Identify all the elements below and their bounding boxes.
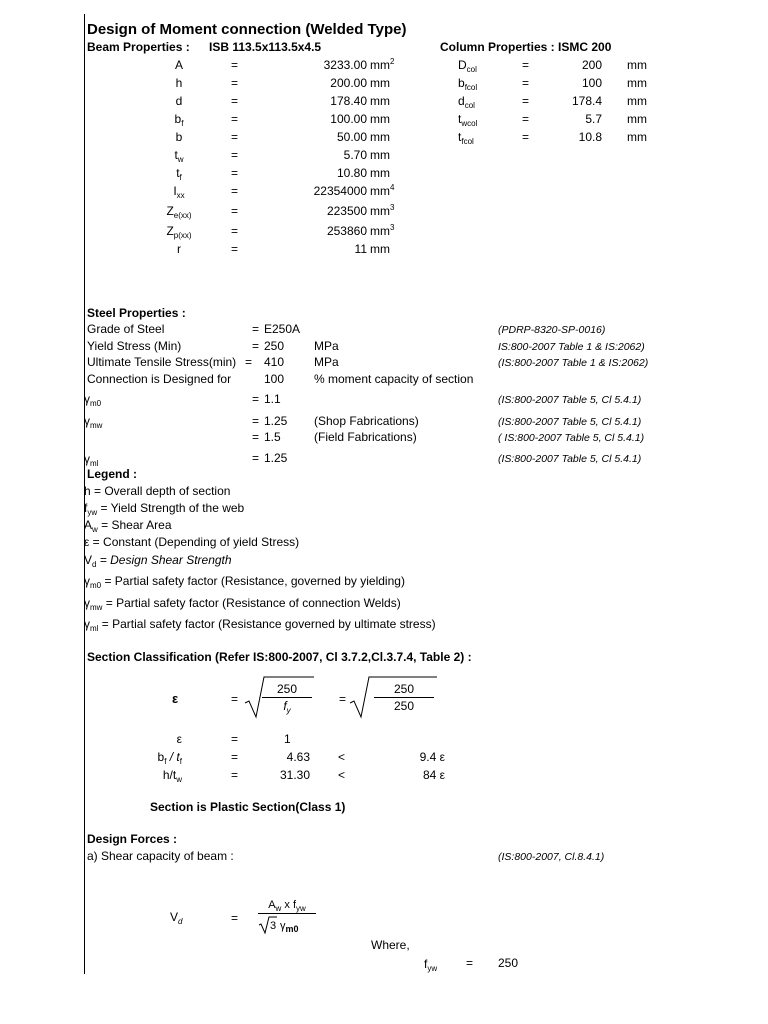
gamma-mw-field-note: (Field Fabrications) bbox=[314, 430, 417, 444]
class-row-epsilon-lhs: ε bbox=[176, 732, 182, 746]
uts-label: Ultimate Tensile Stress(min) bbox=[87, 355, 237, 369]
vd-numerator: $A_w$ x $f_{yw}$ bbox=[268, 899, 306, 913]
epsilon-eq-2: = bbox=[339, 692, 347, 706]
sqrt2-denominator: 250 bbox=[393, 699, 415, 713]
beam-row-eq: = bbox=[231, 204, 239, 218]
beam-row-unit: $mm^3$ bbox=[370, 223, 395, 238]
column-row-unit: mm bbox=[627, 112, 647, 126]
beam-row-unit: mm bbox=[370, 94, 390, 108]
beam-row-eq: = bbox=[231, 148, 239, 162]
sqrt1-denominator: $f_y$ bbox=[283, 699, 291, 715]
sqrt2-numerator: 250 bbox=[393, 682, 415, 696]
uts-reference: (IS:800-2007 Table 1 & IS:2062) bbox=[498, 357, 649, 369]
vd-root-value: 3 bbox=[270, 920, 277, 932]
gamma-mw-field-value: 1.5 bbox=[264, 430, 281, 444]
beam-row-eq: = bbox=[231, 184, 239, 198]
beam-row-eq: = bbox=[231, 94, 239, 108]
beam-row-unit: mm bbox=[370, 130, 390, 144]
beam-row-value: 223500 bbox=[326, 204, 367, 218]
yield-reference: IS:800-2007 Table 1 & IS:2062) bbox=[498, 341, 645, 353]
gamma-m0-symbol: $\gamma_{m0}$ bbox=[84, 392, 102, 408]
legend-item-fyw: $f_{yw}$ = Yield Strength of the web bbox=[84, 501, 245, 517]
gamma-ml-reference: (IS:800-2007 Table 5, Cl 5.4.1) bbox=[498, 453, 642, 465]
vd-symbol: $V_d$ bbox=[170, 910, 183, 926]
column-row-value: 100 bbox=[581, 76, 602, 90]
where-label: Where, bbox=[371, 938, 410, 952]
column-row-unit: mm bbox=[627, 130, 647, 144]
beam-row-value: 3233.00 bbox=[323, 58, 367, 72]
beam-row-symbol: $Z_{p(xx)}$ bbox=[166, 224, 192, 240]
beam-row-symbol: $Z_{e(xx)}$ bbox=[166, 204, 192, 220]
gamma-ml-eq: = bbox=[252, 451, 260, 465]
gamma-ml-symbol: $\gamma_{ml}$ bbox=[84, 452, 99, 468]
beam-row-unit: $mm^2$ bbox=[370, 57, 395, 72]
beam-row-eq: = bbox=[231, 242, 239, 256]
column-row-eq: = bbox=[522, 58, 530, 72]
beam-row-symbol: d bbox=[175, 94, 183, 108]
column-row-symbol: $b_{fcol}$ bbox=[458, 76, 478, 92]
class-row-bf-tf-limit: 9.4 ε bbox=[419, 750, 445, 764]
beam-row-eq: = bbox=[231, 224, 239, 238]
column-row-eq: = bbox=[522, 112, 530, 126]
grade-label: Grade of Steel bbox=[87, 322, 165, 336]
beam-row-value: 11 bbox=[354, 242, 367, 256]
column-row-unit: mm bbox=[627, 58, 647, 72]
beam-row-value: 200.00 bbox=[330, 76, 367, 90]
gamma-ml-value: 1.25 bbox=[264, 451, 288, 465]
column-row-unit: mm bbox=[627, 94, 647, 108]
sqrt1-numerator: 250 bbox=[276, 682, 298, 696]
yield-eq: = bbox=[252, 339, 260, 353]
beam-row-value: 10.80 bbox=[336, 166, 367, 180]
classification-heading: Section Classification (Refer IS:800-2007, Cl 3.7.2,Cl.3.7.4, Table 2) : bbox=[87, 650, 472, 664]
beam-row-symbol: $t_f$ bbox=[176, 166, 182, 182]
gamma-m0-value: 1.1 bbox=[264, 392, 281, 406]
uts-value: 410 bbox=[264, 355, 285, 369]
page-title: Design of Moment connection (Welded Type) bbox=[87, 21, 407, 38]
legend-item-gamma-mw: $\gamma_{mw}$ = Partial safety factor (Resistance of connection Welds) bbox=[84, 596, 401, 612]
beam-row-symbol: $I_{xx}$ bbox=[173, 184, 185, 200]
column-properties-heading: Column Properties : ISMC 200 bbox=[440, 40, 612, 54]
class-row-h-tw-eq: = bbox=[231, 768, 239, 782]
shear-capacity-label: a) Shear capacity of beam : bbox=[87, 849, 234, 863]
beam-row-symbol: b bbox=[175, 130, 183, 144]
gamma-mw-shop-reference: (IS:800-2007 Table 5, Cl 5.4.1) bbox=[498, 416, 642, 428]
gamma-mw-shop-note: (Shop Fabrications) bbox=[314, 414, 419, 428]
vd-fraction-bar bbox=[258, 913, 316, 914]
fyw-symbol: $f_{yw}$ bbox=[424, 957, 438, 973]
gamma-m0-reference: (IS:800-2007 Table 5, Cl 5.4.1) bbox=[498, 394, 642, 406]
beam-row-eq: = bbox=[231, 166, 239, 180]
legend-item-gamma-ml: $\gamma_{ml}$ = Partial safety factor (Resistance governed by ultimate stress) bbox=[84, 617, 436, 633]
gamma-mw-shop-value: 1.25 bbox=[264, 414, 288, 428]
class-row-bf-tf-value: 4.63 bbox=[286, 750, 310, 764]
legend-item-h: h = Overall depth of section bbox=[84, 484, 231, 498]
column-row-symbol: $t_{wcol}$ bbox=[458, 112, 478, 128]
legend-item-gamma-m0: $\gamma_{m0}$ = Partial safety factor (Resistance, governed by yielding) bbox=[84, 574, 405, 590]
column-row-unit: mm bbox=[627, 76, 647, 90]
beam-row-eq: = bbox=[231, 76, 239, 90]
legend-item-aw: $A_w$ = Shear Area bbox=[84, 518, 172, 534]
connection-unit: % moment capacity of section bbox=[314, 372, 474, 386]
class-row-bf-tf-lhs: $b_f / t_f$ bbox=[157, 750, 182, 766]
beam-row-value: 100.00 bbox=[330, 112, 367, 126]
beam-row-unit: $mm^3$ bbox=[370, 203, 395, 218]
beam-properties-heading: Beam Properties : bbox=[87, 40, 190, 54]
beam-row-symbol: $t_w$ bbox=[174, 148, 184, 164]
beam-row-unit: mm bbox=[370, 76, 390, 90]
column-row-value: 10.8 bbox=[578, 130, 602, 144]
grade-eq: = bbox=[252, 322, 260, 336]
beam-row-symbol: A bbox=[174, 58, 183, 72]
column-row-eq: = bbox=[522, 130, 530, 144]
sqrt1-fraction-bar bbox=[262, 697, 312, 698]
uts-unit: MPa bbox=[314, 355, 339, 369]
connection-value: 100 bbox=[264, 372, 285, 386]
legend-heading: Legend : bbox=[87, 467, 137, 481]
beam-row-value: 50.00 bbox=[336, 130, 367, 144]
fyw-eq: = bbox=[466, 956, 474, 970]
column-row-eq: = bbox=[522, 76, 530, 90]
gamma-mw-shop-eq: = bbox=[252, 414, 260, 428]
beam-row-value: 5.70 bbox=[343, 148, 367, 162]
beam-row-eq: = bbox=[231, 130, 239, 144]
class-row-bf-tf-eq: = bbox=[231, 750, 239, 764]
yield-unit: MPa bbox=[314, 339, 339, 353]
gamma-mw-symbol: $\gamma_{mw}$ bbox=[84, 414, 103, 430]
class-row-h-tw-value: 31.30 bbox=[279, 768, 310, 782]
column-row-symbol: $d_{col}$ bbox=[458, 94, 475, 110]
beam-row-unit: mm bbox=[370, 112, 390, 126]
beam-row-value: 22354000 bbox=[313, 184, 367, 198]
column-row-value: 178.4 bbox=[571, 94, 602, 108]
grade-reference: (PDRP-8320-SP-0016) bbox=[498, 324, 606, 336]
epsilon-eq-1: = bbox=[231, 692, 239, 706]
design-forces-heading: Design Forces : bbox=[87, 832, 178, 846]
beam-row-eq: = bbox=[231, 58, 239, 72]
epsilon-symbol: ε bbox=[172, 691, 179, 706]
beam-row-symbol: h bbox=[175, 76, 183, 90]
column-row-value: 5.7 bbox=[585, 112, 602, 126]
beam-section-name: ISB 113.5x113.5x4.5 bbox=[209, 40, 322, 54]
gamma-mw-field-eq: = bbox=[252, 430, 260, 444]
yield-label: Yield Stress (Min) bbox=[87, 339, 182, 353]
legend-item-vd: $V_d$ = Design Shear Strength bbox=[84, 553, 232, 569]
steel-properties-heading: Steel Properties : bbox=[87, 306, 186, 320]
beam-row-eq: = bbox=[231, 112, 239, 126]
grade-value: E250A bbox=[264, 322, 301, 336]
shear-capacity-reference: (IS:800-2007, Cl.8.4.1) bbox=[498, 851, 605, 863]
yield-value: 250 bbox=[264, 339, 285, 353]
class-row-h-tw-compare: < bbox=[338, 768, 346, 782]
legend-item-epsilon: ε = Constant (Depending of yield Stress) bbox=[84, 535, 300, 549]
beam-row-unit: mm bbox=[370, 166, 390, 180]
uts-eq: = bbox=[245, 355, 253, 369]
beam-row-unit: mm bbox=[370, 148, 390, 162]
connection-label: Connection is Designed for bbox=[87, 372, 232, 386]
class-row-epsilon-value: 1 bbox=[284, 732, 291, 746]
gamma-m0-eq: = bbox=[252, 392, 260, 406]
column-row-symbol: $D_{col}$ bbox=[458, 58, 477, 74]
class-row-bf-tf-compare: < bbox=[338, 750, 346, 764]
beam-row-symbol: r bbox=[177, 242, 181, 256]
beam-row-value: 253860 bbox=[326, 224, 367, 238]
column-row-symbol: $t_{fcol}$ bbox=[458, 130, 474, 146]
beam-row-symbol: $b_f$ bbox=[174, 112, 184, 128]
vd-gamma: $\gamma_{m0}$ bbox=[280, 920, 299, 934]
beam-row-value: 178.40 bbox=[330, 94, 367, 108]
vd-eq: = bbox=[231, 911, 239, 925]
class-row-h-tw-limit: 84 ε bbox=[422, 768, 445, 782]
column-row-value: 200 bbox=[581, 58, 602, 72]
class-row-h-tw-lhs: $h/t_w$ bbox=[162, 768, 182, 784]
column-row-eq: = bbox=[522, 94, 530, 108]
beam-row-unit: $mm^4$ bbox=[370, 183, 395, 198]
class-row-epsilon-eq: = bbox=[231, 732, 239, 746]
classification-result: Section is Plastic Section(Class 1) bbox=[150, 800, 346, 814]
beam-row-unit: mm bbox=[370, 242, 390, 256]
sqrt2-fraction-bar bbox=[374, 697, 434, 698]
gamma-mw-field-reference: ( IS:800-2007 Table 5, Cl 5.4.1) bbox=[498, 432, 645, 444]
fyw-value: 250 bbox=[498, 956, 519, 970]
